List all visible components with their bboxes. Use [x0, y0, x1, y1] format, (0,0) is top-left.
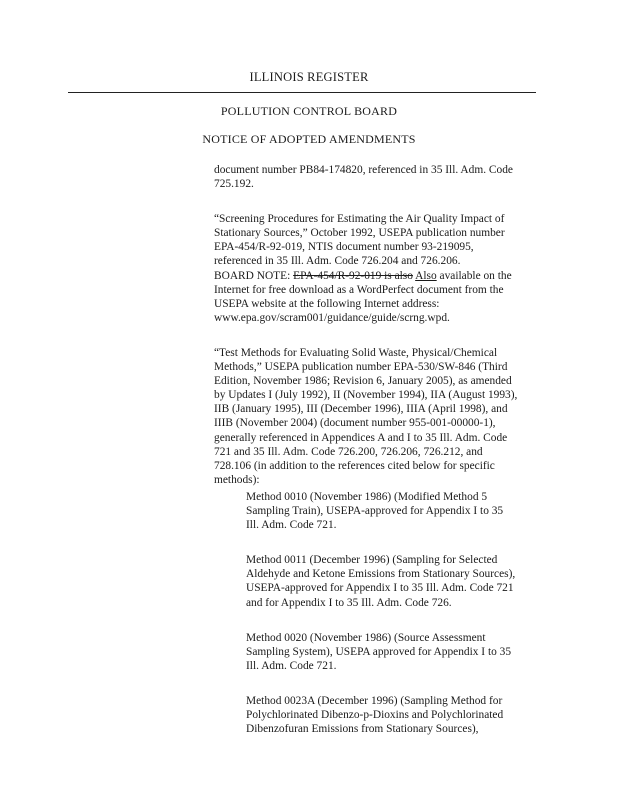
text-line: Method 0020 (November 1986) (Source Assessment [246, 631, 486, 644]
text-line: Edition, November 1986; Revision 6, January 2005), as amended [214, 375, 512, 388]
board-note-line [214, 269, 544, 283]
text-line: methods): [214, 473, 260, 486]
text-line: generally referenced in Appendices A and I to 35 Ill. Adm. Code [214, 431, 508, 444]
board-note-label: BOARD NOTE: [214, 269, 294, 282]
text-line: IIB (January 1995), III (December 1996), IIIA (April 1998), and [214, 403, 508, 416]
text-line: referenced in 35 Ill. Adm. Code 726.204 and 726.206. [214, 255, 461, 268]
method-0023a [246, 694, 546, 736]
text-line: USEPA-approved for Appendix I to 35 Ill. Adm. Code 721 [246, 582, 514, 595]
text-line: EPA-454/R-92-019, NTIS document number 93-219095, [214, 241, 474, 254]
paragraph-test-methods [214, 346, 544, 487]
method-0011 [246, 553, 546, 609]
text-line: and for Appendix I to 35 Ill. Adm. Code 726. [246, 596, 452, 609]
text-line: Method 0011 (December 1996) (Sampling for Selected [246, 554, 498, 567]
board-title: POLLUTION CONTROL BOARD [220, 104, 398, 118]
text-line: Ill. Adm. Code 721. [246, 659, 337, 672]
register-title: ILLINOIS REGISTER [249, 70, 369, 84]
text-line: Polychlorinated Dibenzo-p-Dioxins and Polychlorinated [246, 709, 504, 722]
text-line: Stationary Sources,” October 1992, USEPA publication number [214, 227, 505, 240]
text-line: 721 and 35 Ill. Adm. Code 726.200, 726.206, 726.212, and [214, 445, 483, 458]
text-line: Sampling Train), USEPA-approved for Appendix I to 35 [246, 505, 504, 518]
paragraph-document-number [214, 163, 544, 191]
text-line: 728.106 (in addition to the references cited below for specific [214, 459, 495, 472]
inserted-text: Also [415, 269, 437, 282]
notice-title: NOTICE OF ADOPTED AMENDMENTS [202, 132, 416, 146]
text-line: Sampling System), USEPA approved for Appendix I to 35 [246, 645, 512, 658]
text-line: Aldehyde and Ketone Emissions from Stationary Sources), [246, 568, 516, 581]
board-note-tail: available on the [436, 269, 512, 282]
text-line: IIIB (November 2004) (document number 955-001-00000-1), [214, 417, 496, 430]
text-line: Methods,” USEPA publication number EPA-530/SW-846 (Third [214, 361, 508, 374]
text-line: Method 0010 (November 1986) (Modified Method 5 [246, 491, 488, 503]
text-line: 725.192. [214, 178, 254, 191]
text-line: document number PB84-174820, referenced in 35 Ill. Adm. Code [214, 164, 513, 176]
text-line: Ill. Adm. Code 721. [246, 519, 337, 532]
header-rule [68, 92, 536, 93]
text-line: Internet for free download as a WordPerfect document from the [214, 283, 504, 296]
text-line: www.epa.gov/scram001/guidance/guide/scrng.wpd. [214, 311, 450, 324]
text-line: USEPA website at the following Internet address: [214, 297, 440, 310]
text-line: “Test Methods for Evaluating Solid Waste, Physical/Chemical [214, 346, 498, 359]
paragraph-screening-procedures [214, 212, 544, 325]
main-body [214, 163, 544, 508]
text-line: “Screening Procedures for Estimating the Air Quality Impact of [214, 213, 505, 226]
methods-list [246, 490, 546, 757]
text-line: Method 0023A (December 1996) (Sampling Method for [246, 694, 503, 707]
text-line: Dibenzofuran Emissions from Stationary Sources), [246, 723, 479, 736]
method-0020 [246, 631, 546, 673]
struck-text: EPA-454/R-92-019 is also [293, 269, 413, 282]
method-0010 [246, 490, 546, 532]
text-line: by Updates I (July 1992), II (November 1994), IIA (August 1993), [214, 389, 518, 402]
